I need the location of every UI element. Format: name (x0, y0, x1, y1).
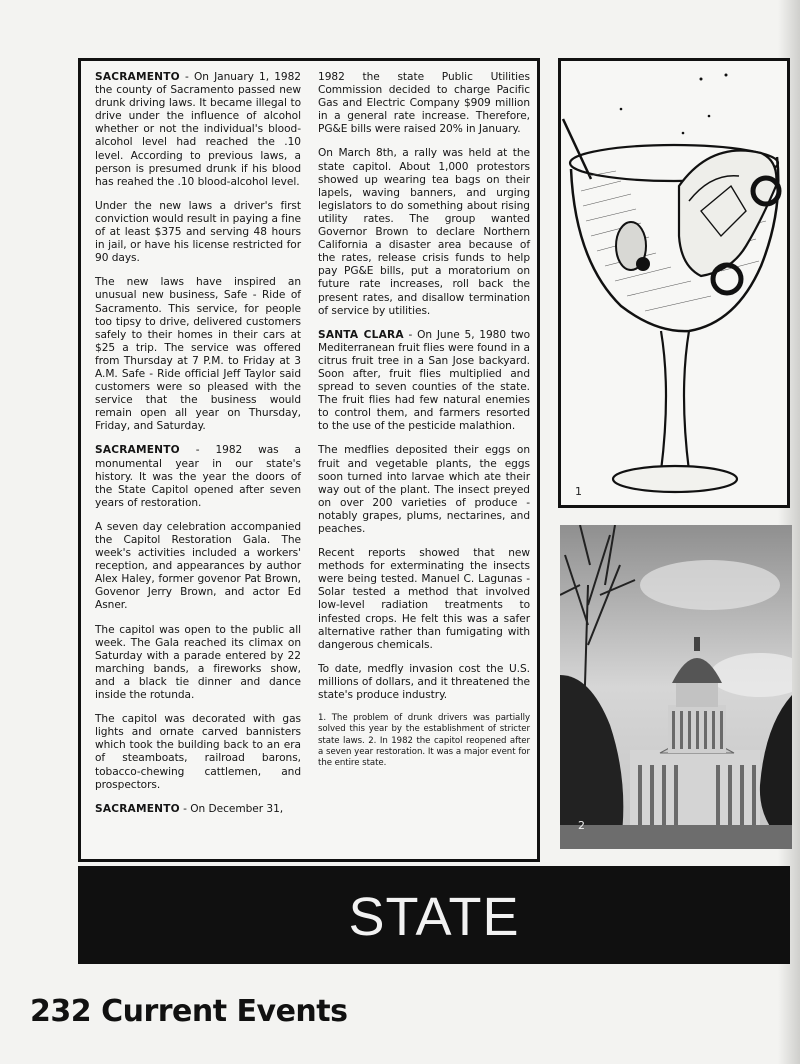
paragraph-text: The capitol was decorated with gas lights and ornate carved bannisters which took the building back to an era of steamboats, railroad barons, tobacco-chewing cattlemen, and prospectors. (95, 713, 301, 791)
article-paragraph (318, 71, 530, 136)
article-paragraph (318, 444, 530, 536)
article-paragraph (318, 663, 530, 702)
article-paragraph (318, 329, 530, 434)
dateline-keyword: SACRAMENTO (95, 802, 180, 815)
martini-glass-car-drawing (561, 61, 787, 505)
article-paragraph (95, 71, 301, 189)
right-column (318, 71, 530, 770)
article-paragraph (95, 200, 301, 265)
paragraph-text: - On January 1, 1982 the county of Sacramento passed new drunk driving laws. It became illegal to drive under the influence of alcohol whether or not the individual's blood-alcohol level had reached the .10 level. According to previous laws, a person is presumed drunk if his blood has reahed the .10 blood-alcohol level. (95, 71, 301, 188)
section-title: STATE (348, 887, 520, 947)
section-banner (78, 866, 790, 964)
paragraph-text: A seven day celebration accompanied the Capitol Restoration Gala. The week's activities included a workers' reception, and appearances by author Alex Haley, former govenor Pat Brown, Govenor Jerry Brown, and actor Ed Asner. (95, 520, 301, 612)
article-paragraph (95, 276, 301, 433)
figure-1-label: 1 (575, 485, 582, 498)
paragraph-text: Recent reports showed that new methods for exterminating the insects were being tested. Manuel C. Lagunas - Solar tested a method that involved low-level radiation treatments to infested crops. He felt this was a safer alternative rather than fumigating with dangerous chemicals. (318, 547, 530, 651)
article-paragraph (95, 803, 301, 816)
paragraph-text: 1982 the state Public Utilities Commission decided to charge Pacific Gas and Electric Company $909 million in a general rate increase. Therefore, PG&E bills were raised 20% in January. (318, 71, 530, 136)
paragraph-text: The new laws have inspired an unusual new business, Safe - Ride of Sacramento. This service, for people too tipsy to drive, delivered customers safely to their homes in their cars at $25 a trip. The service was offered from Thursday at 7 P.M. to Friday at 3 A.M. Safe - Ride official Jeff Taylor said customers were so pleased with the service that the business would remain open all year on Thursday, Friday, and Saturday. (95, 276, 301, 433)
dateline-keyword: SACRAMENTO (95, 444, 180, 457)
article-text-box (78, 58, 540, 862)
paragraph-text: To date, medfly invasion cost the U.S. millions of dollars, and it threatened the state's produce industry. (318, 662, 530, 702)
paragraph-text: The medflies deposited their eggs on fruit and vegetable plants, the eggs soon turned into larvae which ate their way out of the plant. The insect preyed on over 200 varieties of produce - notably grapes, plums, nectarines, and peaches. (318, 444, 530, 535)
capitol-photo-drawing (560, 525, 792, 849)
left-column (95, 71, 301, 827)
paragraph-text: Under the new laws a driver's first conviction would result in paying a fine of at least $375 and serving 48 hours in jail, or have his license restricted for 90 days. (95, 199, 301, 265)
cartoon-illustration (558, 58, 790, 508)
article-paragraph (95, 444, 301, 509)
article-paragraph (318, 547, 530, 652)
page-footer: 232 Current Events (30, 994, 348, 1029)
paragraph-text: The capitol was open to the public all week. The Gala reached its climax on Saturday with a parade entered by 22 marching bands, a fireworks show, and a black tie dinner and dance inside the rotunda. (95, 623, 301, 702)
article-paragraph (95, 624, 301, 703)
paragraph-text: - 1982 was a monumental year in our state's history. It was the year the doors of the State Capitol opened after seven years of restoration. (95, 444, 301, 509)
dateline-keyword: SANTA CLARA (318, 328, 404, 341)
article-paragraph (95, 713, 301, 792)
paragraph-text: On March 8th, a rally was held at the state capitol. About 1,000 protestors showed up wearing tea bags on their lapels, waving banners, and urging legislators to do something about rising utility rates. The group wanted Governor Brown to declare Northern California a disaster area because of the rates, release crisis funds to help pay PG&E bills, put a moratorium on future rate increases, roll back the present rates, and disallow termination of service by utilities. (318, 147, 530, 317)
article-paragraph (318, 147, 530, 317)
paragraph-text: - On December 31, (179, 802, 284, 815)
paragraph-text: - On June 5, 1980 two Mediterranean fruit flies were found in a citrus fruit tree in a San Jose backyard. Soon after, fruit flies multiplied and spread to seven counties of the state. The fruit flies had few natural enemies to control them, and farmers resorted to the use of the pesticide malathion. (318, 328, 531, 433)
article-paragraph (95, 521, 301, 613)
figure-2-label: 2 (578, 819, 585, 832)
dateline-keyword: SACRAMENTO (95, 71, 180, 83)
capitol-building-photo (560, 525, 792, 849)
photo-caption: 1. The problem of drunk drivers was partially solved this year by the establishment of stricter state laws. 2. In 1982 the capitol reopened after a seven year restoration. It was a major event for the entire state. (318, 713, 530, 769)
